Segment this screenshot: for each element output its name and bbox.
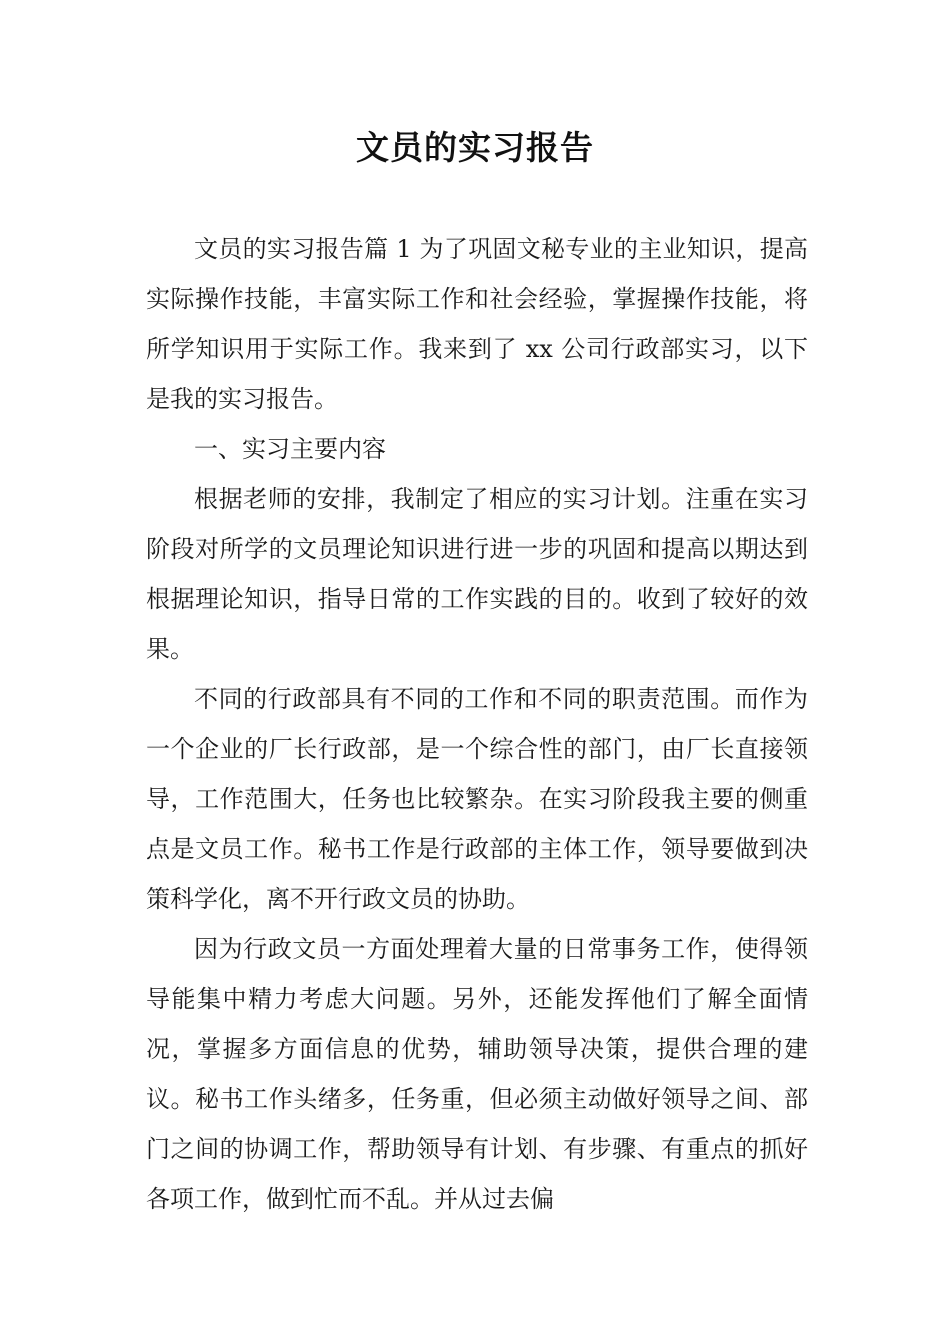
document-body xyxy=(146,224,808,1224)
paragraph: 不同的行政部具有不同的工作和不同的职责范围。而作为一个企业的厂长行政部，是一个综合性的部门，由厂长直接领导，工作范围大，任务也比较繁杂。在实习阶段我主要的侧重点是文员工作。秘书工作是行政部的主体工作，领导要做到决策科学化，离不开行政文员的协助。 xyxy=(146,685,808,913)
document-title: 文员的实习报告 xyxy=(356,128,594,167)
paragraph: 根据老师的安排，我制定了相应的实习计划。注重在实习阶段对所学的文员理论知识进行进一步的巩固和提高以期达到根据理论知识，指导日常的工作实践的目的。收到了较好的效果。 xyxy=(146,485,808,663)
section-heading: 一、实习主要内容 xyxy=(194,435,386,463)
paragraph-intro: 文员的实习报告篇 1 为了巩固文秘专业的主业知识，提高实际操作技能，丰富实际工作和社会经验，掌握操作技能，将所学知识用于实际工作。我来到了 xx 公司行政部实习，以下是我的实习报告。 xyxy=(146,235,808,413)
paragraph: 因为行政文员一方面处理着大量的日常事务工作，使得领导能集中精力考虑大问题。另外，还能发挥他们了解全面情况，掌握多方面信息的优势，辅助领导决策，提供合理的建议。秘书工作头绪多，任务重，但必须主动做好领导之间、部门之间的协调工作，帮助领导有计划、有步骤、有重点的抓好各项工作，做到忙而不乱。并从过去偏 xyxy=(146,935,808,1213)
